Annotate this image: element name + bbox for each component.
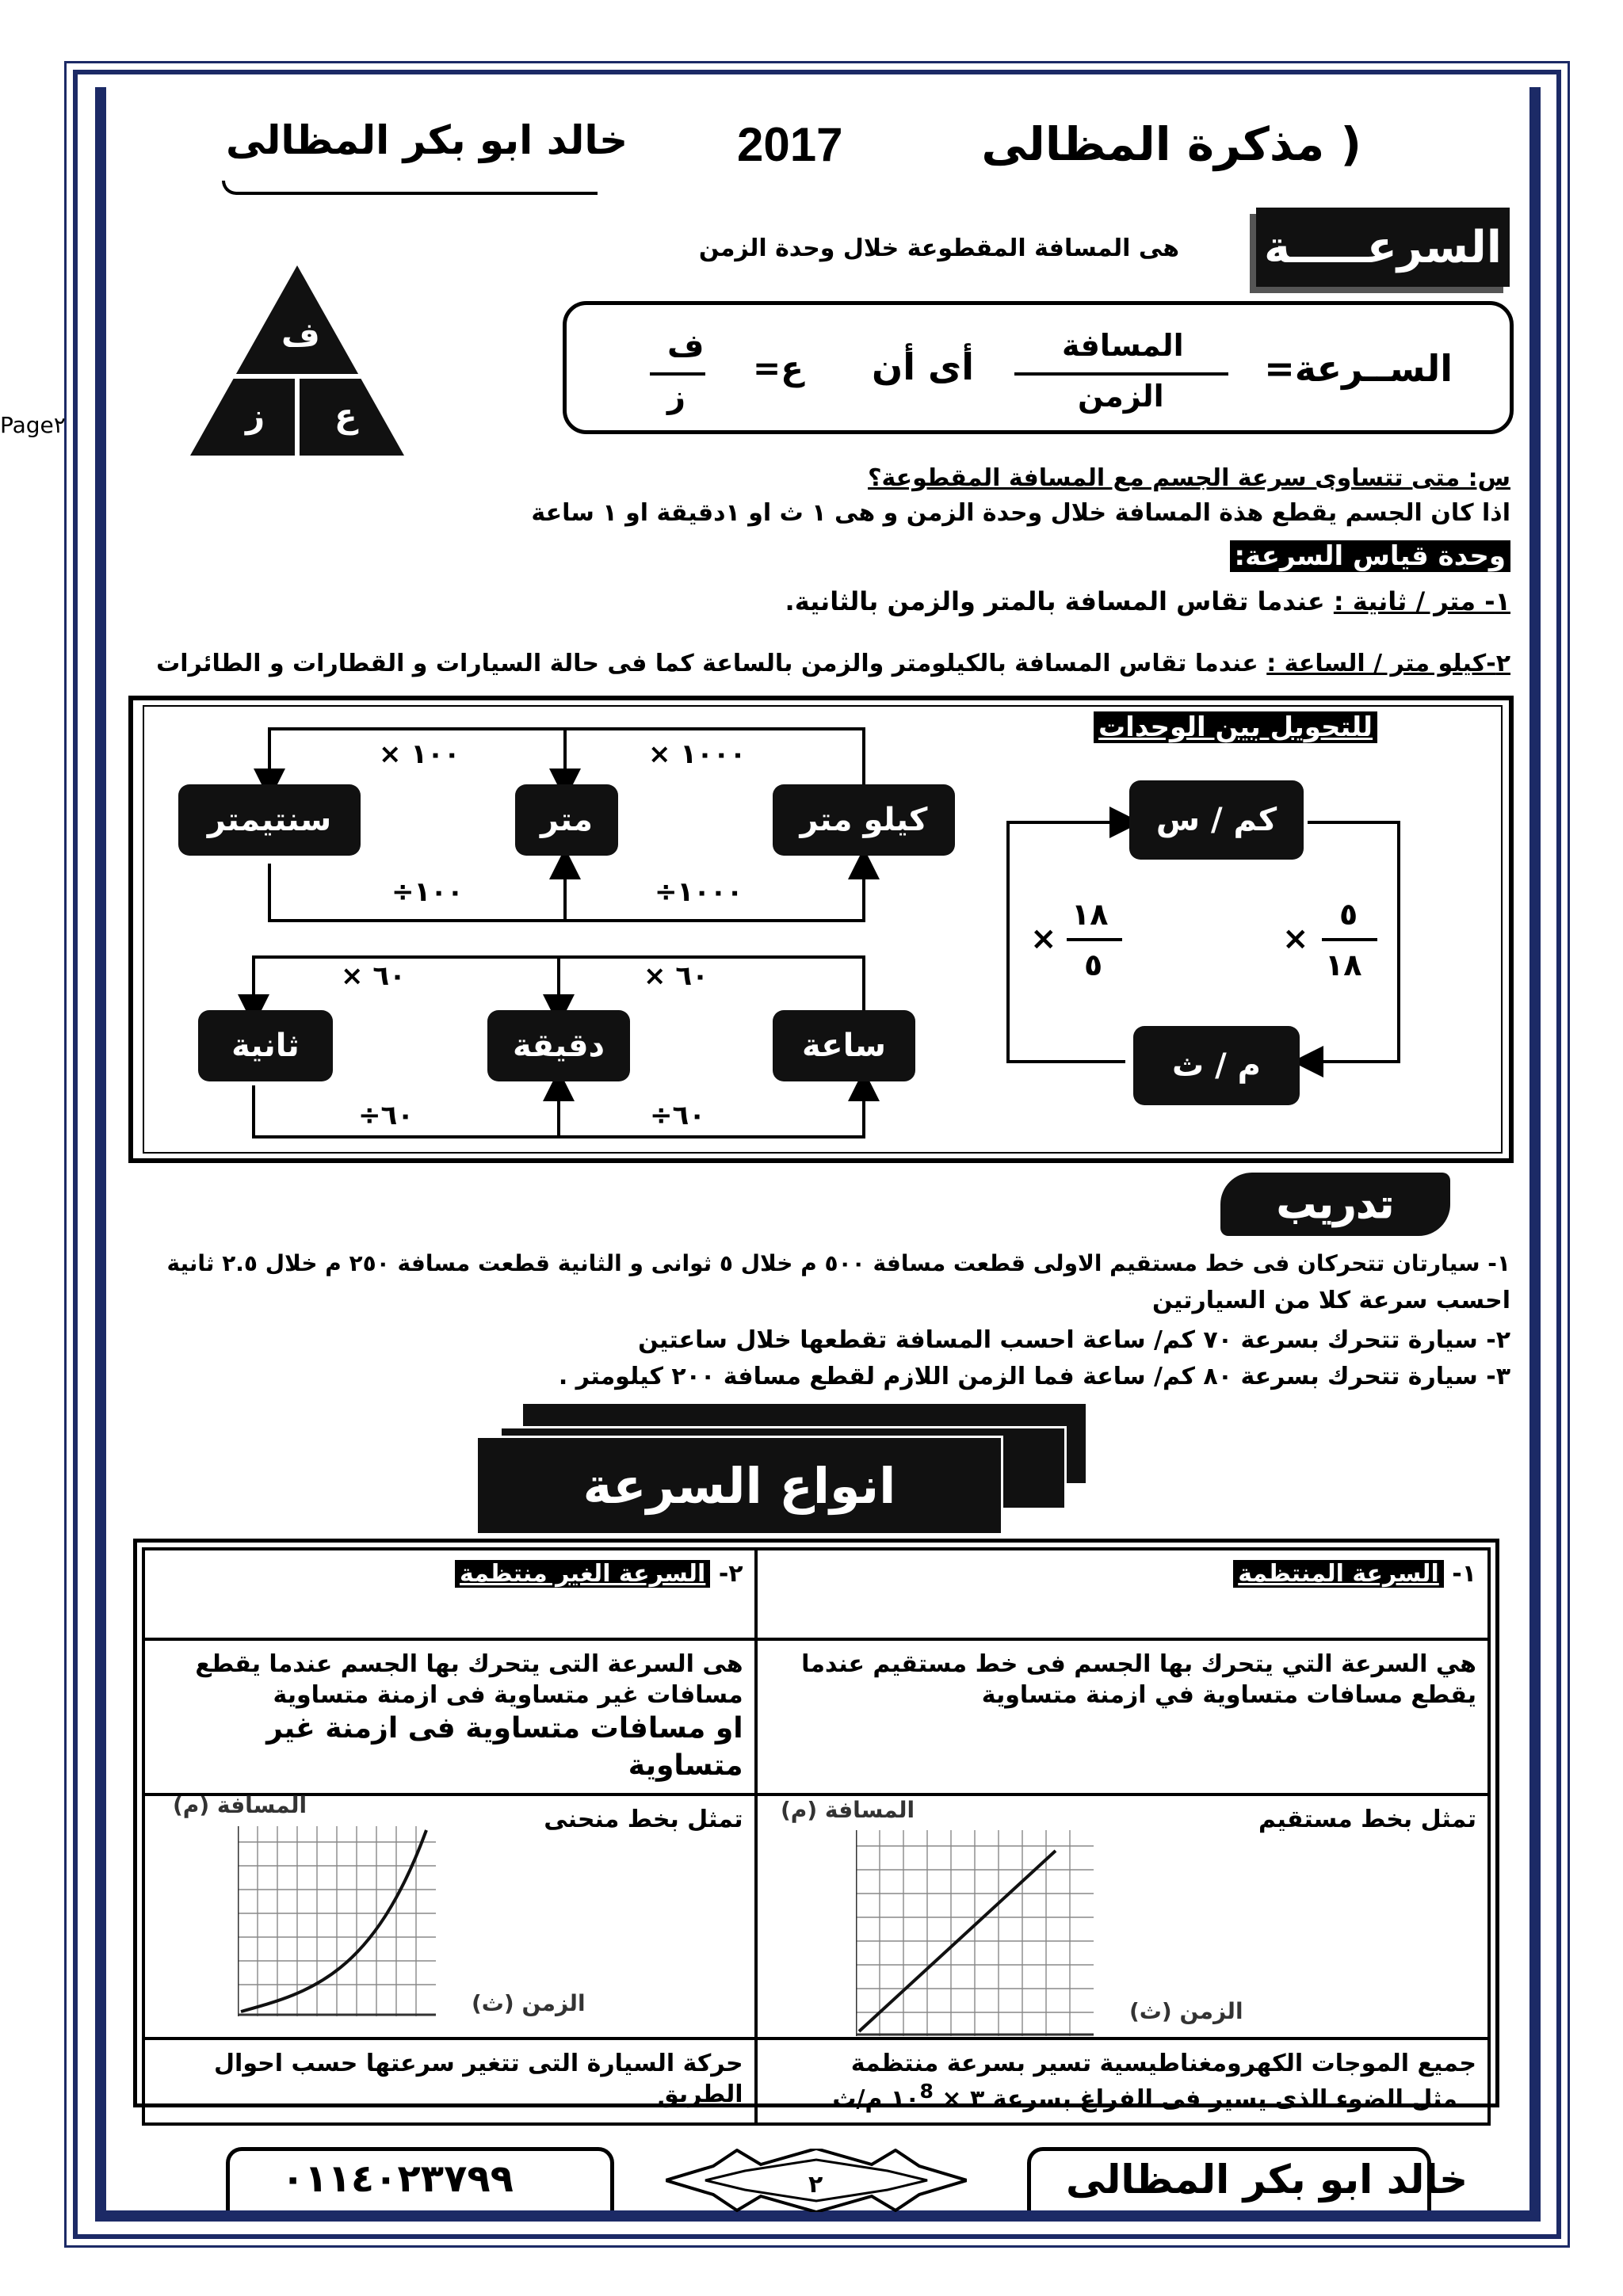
formula-frac2-bar bbox=[650, 372, 705, 376]
units-heading: وحدة قياس السرعة: bbox=[1230, 540, 1510, 572]
formula-frac2-den: ز bbox=[667, 379, 686, 415]
length-mult-m-cm: × ١٠٠ bbox=[379, 738, 460, 770]
types-table-frame bbox=[133, 1539, 1499, 2113]
training-q3: ٣- سيارة تتحرك بسرعة ٨٠ كم/ ساعة فما الزمن اللازم لقطع مسافة ٢٠٠ كيلومتر . bbox=[558, 1363, 1510, 1390]
time-box-second: ثانية bbox=[198, 1010, 333, 1081]
triangle-bottom-left: ز bbox=[246, 396, 265, 435]
triangle-top: ف bbox=[281, 315, 320, 354]
training-badge bbox=[1220, 1173, 1450, 1236]
footer-page-number: ٢ bbox=[808, 2171, 823, 2199]
col1-title: السرعة المنتظمة bbox=[1233, 1560, 1444, 1588]
col1-graph-caption: تمثل بخط مستقيم bbox=[1258, 1805, 1476, 1833]
speed-factor-right-times: × bbox=[1282, 921, 1309, 957]
time-box-minute: دقيقة bbox=[487, 1010, 630, 1081]
header-year: 2017 bbox=[737, 118, 843, 171]
col2-example: حركة السيارة التى تتغير سرعتها حسب احوال الطريق bbox=[143, 2039, 756, 2124]
page-frame-left-bar bbox=[95, 87, 106, 2218]
question-text: س: متى تتساوى سرعة الجسم مع المسافة المقطوعة؟ bbox=[868, 464, 1510, 492]
col1-example2-exp: 8 bbox=[919, 2079, 934, 2103]
length-box-meter: متر bbox=[515, 784, 618, 856]
col2-definition-cell bbox=[143, 1639, 756, 1794]
speed-heading: السرعـــــة bbox=[1256, 208, 1510, 287]
footer-author: خالد ابو بكر المظالى bbox=[1066, 2157, 1468, 2203]
col1-num: ١- bbox=[1452, 1560, 1476, 1588]
col1-example2-line bbox=[769, 2079, 1476, 2115]
formula-lhs: الســرعة= bbox=[1264, 347, 1453, 390]
formula-lhs2: ع= bbox=[753, 349, 804, 387]
length-div-m-km: ÷١٠٠٠ bbox=[655, 876, 743, 908]
triangle-bottom-right: ع bbox=[334, 396, 357, 435]
length-box-kilometer: كيلو متر bbox=[773, 784, 955, 856]
length-box-centimeter: سنتيمتر bbox=[178, 784, 361, 856]
speed-factor-left-num: ١٨ bbox=[1071, 897, 1109, 932]
units-item2-label: ٢-كيلو متر / الساعة : bbox=[1266, 650, 1510, 677]
time-div-s-min: ÷٦٠ bbox=[650, 1100, 706, 1131]
col2-title: السرعة الغير منتظمة bbox=[455, 1560, 710, 1588]
length-mult-km-m: × ١٠٠٠ bbox=[648, 738, 747, 770]
header-author: خالد ابو بكر المظالى bbox=[226, 117, 628, 163]
col1-example1: جميع الموجات الكهرومغناطيسية تسير بسرعة منتظمة bbox=[850, 2049, 1476, 2077]
col2-definition2: او مسافات متساوية فى ازمنة غير متساوية bbox=[266, 1712, 743, 1782]
units-item1-label: ١- متر / ثانية : bbox=[1333, 586, 1510, 616]
footer-phone: ٠١١٤٠٢٣٧٩٩ bbox=[281, 2157, 514, 2201]
units-item1 bbox=[785, 586, 1510, 616]
col1-title-cell bbox=[756, 1549, 1489, 1639]
training-q1b: احسب سرعة كلا من السيارتين bbox=[1152, 1287, 1510, 1314]
time-mult-min-s: × ٦٠ bbox=[341, 960, 406, 992]
speed-definition: هى المسافة المقطوعة خلال وحدة الزمن bbox=[698, 235, 1179, 262]
length-div-cm-m: ÷١٠٠ bbox=[391, 876, 464, 908]
conversion-heading: للتحويل بين الوحدات bbox=[1094, 711, 1377, 743]
col1-graph-x-label: الزمن (ث) bbox=[1129, 1998, 1243, 2024]
header-author-underline bbox=[222, 181, 598, 195]
col2-num: ٢- bbox=[718, 1560, 743, 1588]
formula-frac1-den: الزمن bbox=[1078, 379, 1164, 414]
speed-box-kmh: كم / س bbox=[1129, 780, 1304, 860]
speed-triangle bbox=[190, 265, 404, 456]
col1-graph-grid bbox=[856, 1830, 1094, 2036]
col2-definition1: هى السرعة التى يتحرك بها الجسم عندما يقطع مسافات غير متساوية فى ازمنة متساوية bbox=[195, 1650, 743, 1709]
formula-frac2-num: ف bbox=[667, 328, 705, 364]
training-q2: ٢- سيارة تتحرك بسرعة ٧٠ كم/ ساعة احسب المسافة تقطعها خلال ساعتين bbox=[638, 1326, 1510, 1354]
training-q1a: ١- سيارتان تتحركان فى خط مستقيم الاولى قطعت مسافة ٥٠٠ م خلال ٥ ثوانى و الثانية قطعت مسافة ٢٥٠ م خلال ٢.٥ ثانية bbox=[166, 1250, 1510, 1276]
col2-title-cell bbox=[143, 1549, 756, 1639]
speed-factor-left-bar bbox=[1067, 938, 1122, 941]
answer-text: اذا كان الجسم يقطع هذة المسافة خلال وحدة الزمن و هى ١ ث او ١دقيقة او ١ ساعة bbox=[531, 499, 1510, 527]
units-item1-text: عندما تقاس المسافة بالمتر والزمن بالثانية. bbox=[785, 586, 1334, 616]
time-div-min-h: ÷٦٠ bbox=[358, 1100, 414, 1131]
col1-example2: مثل الضوء الذى يسير فى الفراغ بسرعة ٣ × ١٠ bbox=[890, 2084, 1457, 2113]
formula-frac1-bar bbox=[1014, 372, 1228, 376]
time-box-hour: ساعة bbox=[773, 1010, 915, 1081]
col1-definition: هي السرعة التي يتحرك بها الجسم فى خط مستقيم عندما يقطع مسافات متساوية في ازمنة متساوية bbox=[756, 1639, 1489, 1794]
col2-graph-x-label: الزمن (ث) bbox=[472, 1990, 586, 2016]
formula-connector: أى أن bbox=[872, 345, 974, 388]
col2-graph-cell bbox=[143, 1794, 756, 2039]
col2-graph bbox=[238, 1826, 436, 2016]
types-banner: انواع السرعة bbox=[475, 1436, 1003, 1535]
speed-factor-right-num: ٥ bbox=[1339, 897, 1358, 932]
side-page-label: Page٢ bbox=[0, 412, 66, 438]
speed-box-ms: م / ث bbox=[1133, 1026, 1300, 1105]
speed-factor-left-den: ٥ bbox=[1084, 948, 1103, 982]
page-frame-right-bar bbox=[1529, 87, 1541, 2218]
length-conversion-lines bbox=[143, 705, 935, 1149]
col1-graph bbox=[856, 1830, 1094, 2036]
col2-graph-grid bbox=[238, 1826, 436, 2016]
formula-frac1-num: المسافة bbox=[1062, 328, 1184, 363]
col1-example-cell bbox=[756, 2039, 1489, 2124]
time-mult-h-min: × ٦٠ bbox=[643, 960, 708, 992]
page-frame-bottom-bar bbox=[95, 2210, 1541, 2222]
speed-factor-right-bar bbox=[1322, 938, 1377, 941]
col1-example2-unit: م/ث bbox=[832, 2084, 883, 2113]
col1-graph-y-label: المسافة (م) bbox=[781, 1797, 915, 1823]
training-badge-label: تدريب bbox=[1276, 1181, 1395, 1227]
units-item2 bbox=[156, 650, 1510, 677]
units-item2-text: عندما تقاس المسافة بالكيلومتر والزمن بالساعة كما فى حالة السيارات و القطارات و الطائرات bbox=[156, 650, 1267, 677]
col2-graph-y-label: المسافة (م) bbox=[173, 1792, 307, 1818]
speed-factor-right-den: ١٨ bbox=[1325, 948, 1362, 982]
header-title: ( مذكرة المظالى bbox=[981, 117, 1361, 171]
col2-graph-caption: تمثل بخط منحنى bbox=[544, 1805, 743, 1833]
speed-factor-left-times: × bbox=[1030, 921, 1057, 957]
